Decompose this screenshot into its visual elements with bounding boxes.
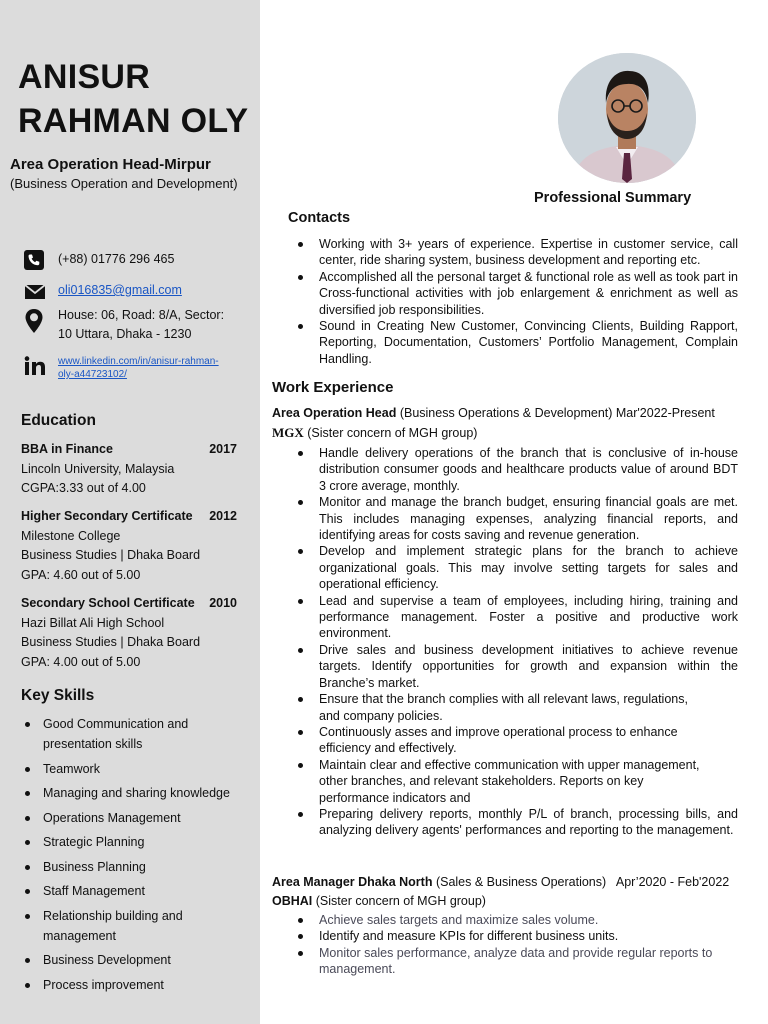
edu-line: Business Studies | Dhaka Board <box>21 548 201 562</box>
edu-line: CGPA:3.33 out of 4.00 <box>21 481 146 495</box>
phone-icon <box>24 250 46 270</box>
skill-item: Relationship building and management <box>21 906 191 946</box>
linkedin-link-line-2[interactable]: oly-a44723102/ <box>58 369 127 380</box>
phone-number: (+88) 01776 296 465 <box>58 252 175 266</box>
skill-item: Strategic Planning <box>21 832 251 852</box>
education-entry <box>21 507 237 585</box>
edu-line: Lincoln University, Malaysia <box>21 461 175 476</box>
edu-line: Hazi Billat Ali High School <box>21 615 165 630</box>
summary-list <box>272 236 738 367</box>
address-line-2: 10 Uttara, Dhaka - 1230 <box>58 327 192 341</box>
education-entry <box>21 594 237 672</box>
contact-linkedin <box>24 355 219 381</box>
duty-item: Handle delivery operations of the branch that is conclusive of in-house distribution consumer goods and healthcare products value of around BDT 3 crore average, monthly. <box>272 445 738 494</box>
edu-line: Milestone College <box>21 528 121 543</box>
work-experience-heading: Work Experience <box>272 379 394 396</box>
job-2-detail: (Sales & Business Operations) Apr’2020 - Feb'2022 <box>432 875 730 889</box>
duty-item: Monitor and manage the branch budget, ensuring financial goals are met. This includes managing expenses, analyzing financial reports, and identifying areas for costs saving and revenue generation. <box>272 494 738 543</box>
role-subtitle: (Business Operation and Development) <box>10 176 238 191</box>
job-1-title: Area Operation Head <box>272 406 397 420</box>
edu-year: 2017 <box>209 442 237 456</box>
contact-email <box>24 281 182 301</box>
name-line-1: ANISUR <box>18 58 151 96</box>
contacts-heading: Contacts <box>288 210 351 226</box>
education-heading: Education <box>21 412 96 429</box>
contact-phone <box>24 250 174 270</box>
address-line-1: House: 06, Road: 8/A, Sector: <box>58 308 225 322</box>
skills-list <box>21 714 251 999</box>
duty-item: Continuously asses and improve operational process to enhance efficiency and effectively. <box>272 724 712 757</box>
edu-line: GPA: 4.00 out of 5.00 <box>21 654 141 669</box>
skill-item: Operations Management <box>21 808 251 828</box>
job-2-company-line <box>272 892 486 910</box>
education-entry <box>21 440 237 499</box>
duty-item: Preparing delivery reports, monthly P/L of branch, processing bills, and analyzing delivery agents' performances and reporting to the management. <box>272 806 738 839</box>
job-2-title-line <box>272 873 729 891</box>
summary-item: Sound in Creating New Customer, Convincing Clients, Building Rapport, Reporting, Documentation, Customers’ Portfolio Management, Complain Handling. <box>272 318 738 367</box>
skill-item: Good Communication and presentation skills <box>21 714 191 754</box>
job-1-duties <box>272 445 738 839</box>
name-line-2: RAHMAN OLY <box>18 102 249 140</box>
contact-address <box>24 306 224 344</box>
linkedin-link-line-1[interactable]: www.linkedin.com/in/anisur-rahman- <box>58 356 219 367</box>
job-1-detail: (Business Operations & Development) Mar'2022-Present <box>396 406 715 420</box>
duty-item: Achieve sales targets and maximize sales volume. <box>272 912 738 928</box>
skills-heading: Key Skills <box>21 687 95 704</box>
edu-year: 2010 <box>209 596 237 610</box>
sidebar <box>0 0 260 1024</box>
job-2-company-note: (Sister concern of MGH group) <box>312 894 486 908</box>
skill-item: Teamwork <box>21 759 251 779</box>
edu-year: 2012 <box>209 509 237 523</box>
edu-line: Business Studies | Dhaka Board <box>21 635 201 649</box>
duty-item: Drive sales and business development initiatives to achieve revenue targets. Identify opportunities for growth and expansion within the Branche’s market. <box>272 642 738 691</box>
duty-item: Identify and measure KPIs for different business units. <box>272 928 738 944</box>
job-2-title: Area Manager Dhaka North <box>272 875 433 889</box>
profile-photo <box>558 53 696 183</box>
skill-item: Business Planning <box>21 857 251 877</box>
role-title: Area Operation Head-Mirpur <box>10 156 211 173</box>
skill-item: Staff Management <box>21 881 251 901</box>
linkedin-icon <box>24 355 46 375</box>
job-2-duties <box>272 912 738 978</box>
skill-item: Process improvement <box>21 975 251 995</box>
summary-item: Working with 3+ years of experience. Expertise in customer service, call center, ride sharing system, business development and reporting etc. <box>272 236 738 269</box>
skill-item: Managing and sharing knowledge <box>21 783 251 803</box>
job-2-company: OBHAI <box>272 894 313 908</box>
job-1-company: MGX <box>272 425 304 440</box>
edu-degree: Secondary School Certificate <box>21 596 195 610</box>
job-1-company-line <box>272 424 477 442</box>
main-content <box>260 0 768 1024</box>
job-1-company-note: (Sister concern of MGH group) <box>303 426 478 440</box>
edu-degree: BBA in Finance <box>21 442 113 456</box>
email-link[interactable]: oli016835@gmail.com <box>58 283 182 297</box>
duty-item: Develop and implement strategic plans for the branch to achieve organizational goals. This may involve setting targets for sales and operational efficiency. <box>272 543 738 592</box>
skill-item: Business Development <box>21 950 251 970</box>
duty-item: Lead and supervise a team of employees, including hiring, training and performance management. Foster a positive and productive work environment. <box>272 593 738 642</box>
duty-item: Ensure that the branch complies with all relevant laws, regulations, and company policies. <box>272 691 712 724</box>
job-1-title-line <box>272 404 715 422</box>
duty-item: Monitor sales performance, analyze data and provide regular reports to management. <box>272 945 738 978</box>
duty-item: Maintain clear and effective communication with upper management, other branches, and relevant stakeholders. Reports on key performance indicators and <box>272 757 712 806</box>
mail-icon <box>24 281 46 301</box>
summary-item: Accomplished all the personal target & functional role as well as took part in Cross-functional activities with job enlargement & enrichment as well as diversified job responsibilities. <box>272 269 738 318</box>
location-pin-icon <box>24 306 46 326</box>
edu-line: GPA: 4.60 out of 5.00 <box>21 567 141 582</box>
professional-summary-heading: Professional Summary <box>534 190 692 206</box>
edu-degree: Higher Secondary Certificate <box>21 509 193 523</box>
